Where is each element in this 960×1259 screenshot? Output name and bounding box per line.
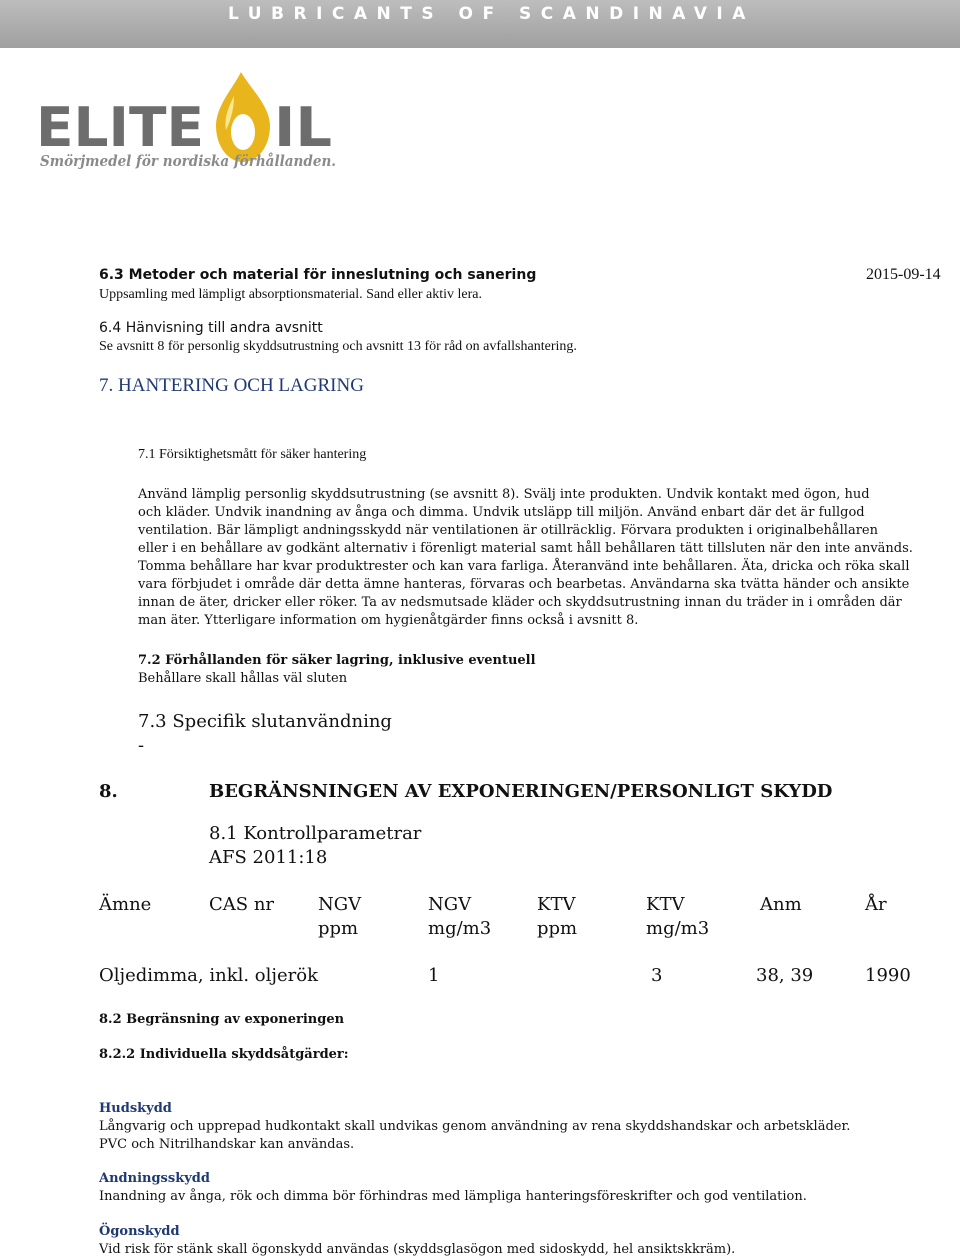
- logo-tagline: Smörjmedel för nordiska förhållanden.: [40, 152, 336, 170]
- table-cell-year: 1990: [865, 965, 911, 986]
- table-header-cell: År: [865, 894, 887, 915]
- section-7-1-line: innan de äter, dricker eller röker. Ta av nedsmutsade kläder och skyddsutrustning innan du träder in i områden där: [138, 595, 902, 610]
- document-date: 2015-09-14: [866, 266, 941, 283]
- hudskydd-text: PVC och Nitrilhandskar kan användas.: [99, 1137, 355, 1152]
- table-header-cell-unit: ppm: [537, 918, 578, 939]
- table-cell-substance: Oljedimma, inkl. oljerök: [99, 965, 318, 986]
- table-header-cell: NGV: [428, 894, 472, 915]
- table-header-cell-unit: ppm: [318, 918, 359, 939]
- section-6-3-heading: 6.3 Metoder och material för inneslutning och sanering: [99, 267, 537, 283]
- logo-text-right: IL: [274, 96, 332, 159]
- section-8-2-heading: 8.2 Begränsning av exponeringen: [99, 1012, 345, 1027]
- banner-text: LUBRICANTS OF SCANDINAVIA: [228, 4, 755, 24]
- section-7-1-line: ventilation. Bär lämpligt andningsskydd när ventilationen är otillräcklig. Förvara produkten i originalbehållaren: [138, 523, 878, 538]
- section-8-2-2-heading: 8.2.2 Individuella skyddsåtgärder:: [99, 1047, 349, 1062]
- section-7-1-heading: 7.1 Försiktighetsmått för säker hantering: [138, 447, 367, 462]
- ogonskydd-text: Vid risk för stänk skall ögonskydd användas (skyddsglasögon med sidoskydd, hel ansiktskkräm).: [99, 1242, 736, 1257]
- section-7-heading: 7. HANTERING OCH LAGRING: [99, 375, 364, 396]
- section-7-1-line: och kläder. Undvik inandning av ånga och dimma. Undvik utsläpp till miljön. Använd enbart där det är fullgod: [138, 505, 865, 520]
- hudskydd-heading: Hudskydd: [99, 1101, 172, 1116]
- section-6-4-heading: 6.4 Hänvisning till andra avsnitt: [99, 320, 323, 336]
- section-7-2-heading: 7.2 Förhållanden för säker lagring, inklusive eventuell: [138, 653, 536, 668]
- table-header-cell: Ämne: [99, 894, 152, 915]
- table-cell-ktv-mg: 3: [651, 965, 663, 986]
- oil-drop-icon: [216, 72, 270, 162]
- table-header-cell: CAS nr: [209, 894, 275, 915]
- top-banner: [0, 0, 960, 48]
- andningsskydd-text: Inandning av ånga, rök och dimma bör förhindras med lämpliga hanteringsföreskrifter och god ventilation.: [99, 1189, 807, 1204]
- section-7-1-line: vara förbjudet i område där detta ämne hanteras, förvaras och bearbetas. Användarna ska tvätta händer och ansikte: [138, 577, 910, 592]
- section-6-3-text: Uppsamling med lämpligt absorptionsmaterial. Sand eller aktiv lera.: [99, 287, 482, 302]
- section-7-1-line: Använd lämplig personlig skyddsutrustning (se avsnitt 8). Svälj inte produkten. Undvik kontakt med ögon, hud: [138, 487, 870, 502]
- table-header-cell-unit: mg/m3: [646, 918, 710, 939]
- section-6-4-text: Se avsnitt 8 för personlig skyddsutrustning och avsnitt 13 för råd on avfallshantering.: [99, 339, 577, 354]
- table-cell-ngv-mg: 1: [428, 965, 440, 986]
- hudskydd-text: Långvarig och upprepad hudkontakt skall undvikas genom användning av rena skyddshandskar och arbetskläder.: [99, 1119, 851, 1134]
- table-cell-anm: 38, 39: [756, 965, 814, 986]
- section-7-1-line: man äter. Ytterligare information om hygienåtgärder finns också i avsnitt 8.: [138, 613, 639, 628]
- section-8-number: 8.: [99, 781, 118, 802]
- table-header-cell: Anm: [760, 894, 802, 915]
- table-header-cell: KTV: [537, 894, 576, 915]
- section-8-heading: BEGRÄNSNINGEN AV EXPONERINGEN/PERSONLIGT SKYDD: [209, 781, 833, 802]
- section-7-3-heading: 7.3 Specifik slutanvändning: [138, 711, 392, 732]
- table-header-cell: KTV: [646, 894, 685, 915]
- section-7-3-text: -: [138, 735, 145, 756]
- logo-text-left: ELITE: [36, 96, 204, 159]
- section-7-2-text: Behållare skall hållas väl sluten: [138, 671, 348, 686]
- table-header-cell: NGV: [318, 894, 362, 915]
- elite-oil-logo: [36, 66, 356, 178]
- andningsskydd-heading: Andningsskydd: [99, 1171, 210, 1186]
- table-header-cell-unit: mg/m3: [428, 918, 492, 939]
- ogonskydd-heading: Ögonskydd: [99, 1224, 180, 1239]
- section-7-1-line: Tomma behållare har kvar produktrester och kan vara farliga. Återanvänd inte behållaren. Äta, dricka och röka skall: [138, 559, 910, 574]
- section-8-1-sub: AFS 2011:18: [209, 847, 328, 868]
- section-7-1-line: eller i en behållare av godkänt alternativ i förenligt material samt håll behållaren tätt tillsluten när den inte används.: [138, 541, 913, 556]
- section-8-1-heading: 8.1 Kontrollparametrar: [209, 823, 422, 844]
